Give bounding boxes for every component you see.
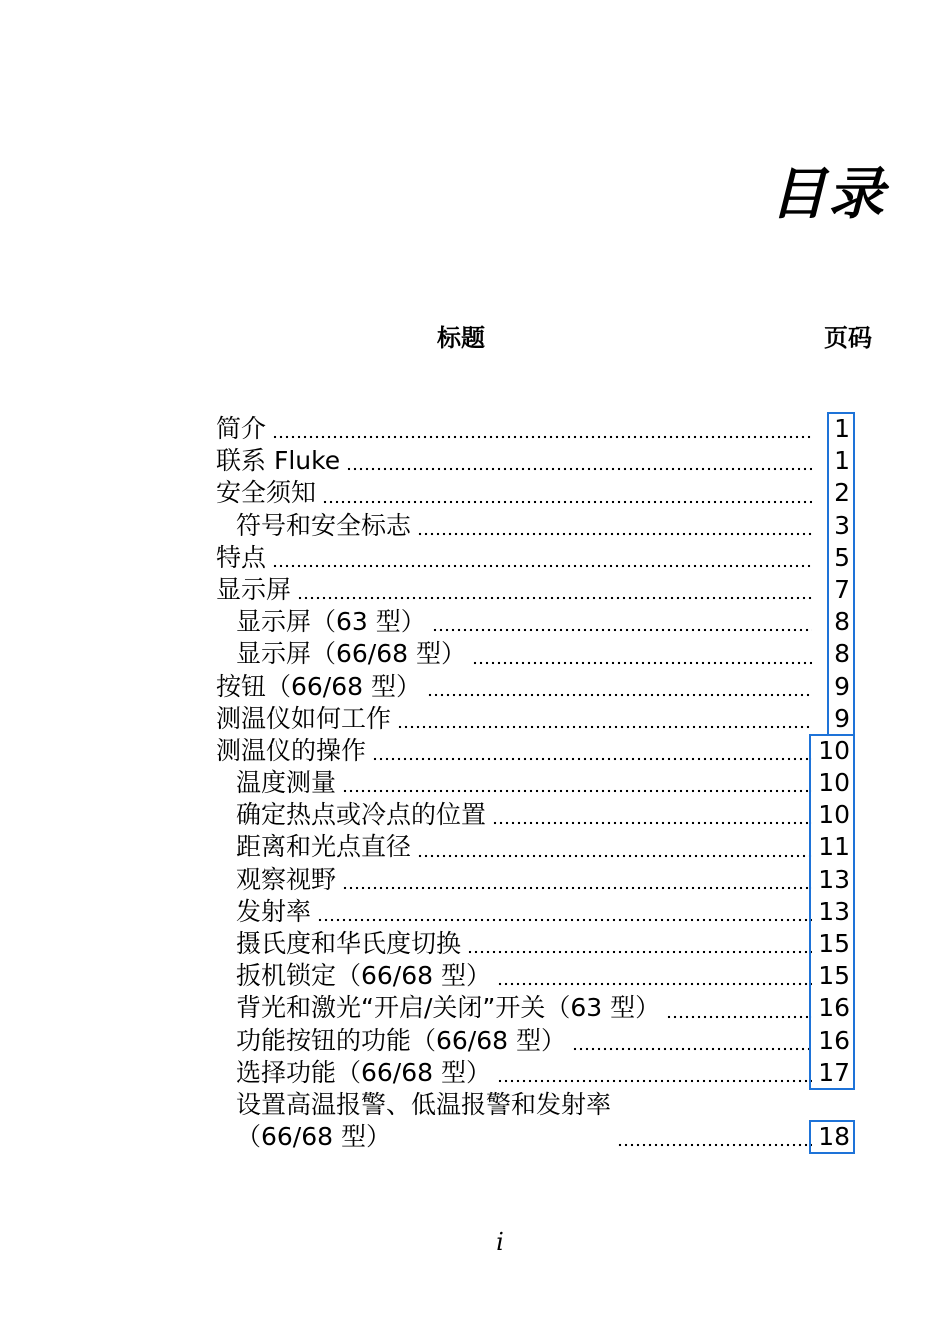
toc-page-link[interactable]: 16 xyxy=(818,993,850,1023)
toc-leader-dots xyxy=(666,1015,812,1019)
toc-entry[interactable] xyxy=(216,735,872,767)
toc-leader-dots xyxy=(272,564,812,568)
toc-entry-label: 观察视野 xyxy=(236,864,337,894)
toc-entry[interactable] xyxy=(216,445,872,477)
toc-page-link[interactable]: 3 xyxy=(834,510,850,540)
toc-page-link[interactable]: 8 xyxy=(834,639,850,669)
toc-leader-dots xyxy=(417,532,812,536)
toc-entry-label: 符号和安全标志 xyxy=(236,510,412,540)
toc-entry[interactable] xyxy=(216,928,872,960)
toc-leader-dots xyxy=(342,789,812,793)
toc-entry[interactable] xyxy=(216,638,872,670)
toc-entry[interactable] xyxy=(216,606,872,638)
toc-leader-dots xyxy=(342,886,812,890)
toc-entry[interactable] xyxy=(216,1089,872,1153)
toc-page-link[interactable]: 8 xyxy=(834,607,850,637)
toc-page-link[interactable]: 7 xyxy=(834,574,850,604)
toc-leader-dots xyxy=(297,596,812,600)
toc-page-link[interactable]: 16 xyxy=(818,1025,850,1055)
toc-entry-label: 功能按钮的功能（66/68 型） xyxy=(236,1025,566,1055)
toc-entry[interactable] xyxy=(216,510,872,542)
toc-entry[interactable] xyxy=(216,864,872,896)
toc-leader-dots xyxy=(272,435,812,439)
toc-entry-label: 温度测量 xyxy=(236,768,337,798)
toc-leader-dots xyxy=(317,918,812,922)
toc-leader-dots xyxy=(492,821,812,825)
toc-page-link[interactable]: 15 xyxy=(818,929,850,958)
footer-page-number: i xyxy=(496,1228,504,1256)
toc-entry[interactable] xyxy=(216,477,872,509)
toc-entry-label: 选择功能（66/68 型） xyxy=(236,1057,491,1087)
toc-entry[interactable] xyxy=(216,767,872,799)
toc-entry-label: 测温仪如何工作 xyxy=(216,703,392,733)
toc-page-link[interactable]: 17 xyxy=(818,1057,850,1087)
toc-entry-label: 确定热点或冷点的位置 xyxy=(236,800,487,830)
toc-page-link[interactable]: 18 xyxy=(818,1121,850,1151)
toc-entry[interactable] xyxy=(216,413,872,445)
toc-entry-label: 联系 Fluke xyxy=(216,446,341,476)
page-title: 目录 xyxy=(770,162,886,227)
toc-leader-dots xyxy=(427,693,812,697)
column-header-page: 页码 xyxy=(824,324,872,352)
toc-entry[interactable] xyxy=(216,671,872,703)
toc-page-link[interactable]: 10 xyxy=(818,768,850,798)
toc-leader-dots xyxy=(497,982,812,986)
toc-page-link[interactable]: 1 xyxy=(834,446,850,476)
toc-leader-dots xyxy=(432,628,812,632)
toc-page-link[interactable]: 13 xyxy=(818,896,850,926)
toc-entry[interactable] xyxy=(216,1057,872,1089)
toc-entry-label: 背光和激光“开启/关闭”开关（63 型） xyxy=(236,993,661,1023)
toc-entry-label: 扳机锁定（66/68 型） xyxy=(236,961,491,991)
toc-page-link[interactable]: 9 xyxy=(834,671,850,701)
toc-entry-label: 特点 xyxy=(216,542,267,572)
page-link-highlight xyxy=(809,1120,855,1154)
toc-entry-label: 按钮（66/68 型） xyxy=(216,671,421,701)
toc-leader-dots xyxy=(372,757,812,761)
page-link-highlight xyxy=(827,412,855,736)
toc-entry[interactable] xyxy=(216,574,872,606)
toc-entry-label: 显示屏（66/68 型） xyxy=(236,639,466,669)
toc-entry[interactable] xyxy=(216,542,872,574)
toc-entry[interactable] xyxy=(216,1025,872,1057)
toc-entry-label: 显示屏 xyxy=(216,574,292,604)
table-of-contents xyxy=(216,413,872,1153)
toc-page-link[interactable]: 1 xyxy=(834,414,850,443)
toc-leader-dots xyxy=(572,1047,812,1051)
toc-page-link[interactable]: 11 xyxy=(818,832,850,862)
toc-page-link[interactable]: 9 xyxy=(834,703,850,733)
toc-leader-dots xyxy=(397,725,812,729)
toc-page-link[interactable]: 2 xyxy=(834,478,850,508)
toc-leader-dots xyxy=(617,1143,812,1147)
toc-entry-label: 测温仪的操作 xyxy=(216,735,367,765)
toc-page-link[interactable]: 5 xyxy=(834,542,850,572)
toc-leader-dots xyxy=(346,467,812,471)
toc-entry-label: 发射率 xyxy=(236,896,312,926)
toc-entry[interactable] xyxy=(216,896,872,928)
toc-leader-dots xyxy=(417,854,812,858)
toc-leader-dots xyxy=(497,1079,812,1083)
toc-entry[interactable] xyxy=(216,960,872,992)
toc-page-link[interactable]: 13 xyxy=(818,864,850,894)
column-header-title: 标题 xyxy=(437,324,485,352)
toc-entry-label: 设置高温报警、低温报警和发射率 （66/68 型） xyxy=(236,1089,612,1151)
toc-page-link[interactable]: 15 xyxy=(818,961,850,991)
toc-leader-dots xyxy=(472,661,812,665)
toc-entry[interactable] xyxy=(216,831,872,863)
toc-entry-label: 摄氏度和华氏度切换 xyxy=(236,929,462,958)
toc-entry-label: 安全须知 xyxy=(216,478,317,508)
toc-entry[interactable] xyxy=(216,799,872,831)
toc-entry[interactable] xyxy=(216,703,872,735)
toc-leader-dots xyxy=(322,500,812,504)
toc-entry-label: 显示屏（63 型） xyxy=(236,607,426,637)
toc-entry-label: 距离和光点直径 xyxy=(236,832,412,862)
page-link-highlight xyxy=(809,734,855,1090)
toc-entry[interactable] xyxy=(216,992,872,1024)
toc-page-link[interactable]: 10 xyxy=(818,800,850,830)
toc-leader-dots xyxy=(467,950,812,954)
toc-entry-label: 简介 xyxy=(216,414,267,443)
toc-page-link[interactable]: 10 xyxy=(818,735,850,765)
